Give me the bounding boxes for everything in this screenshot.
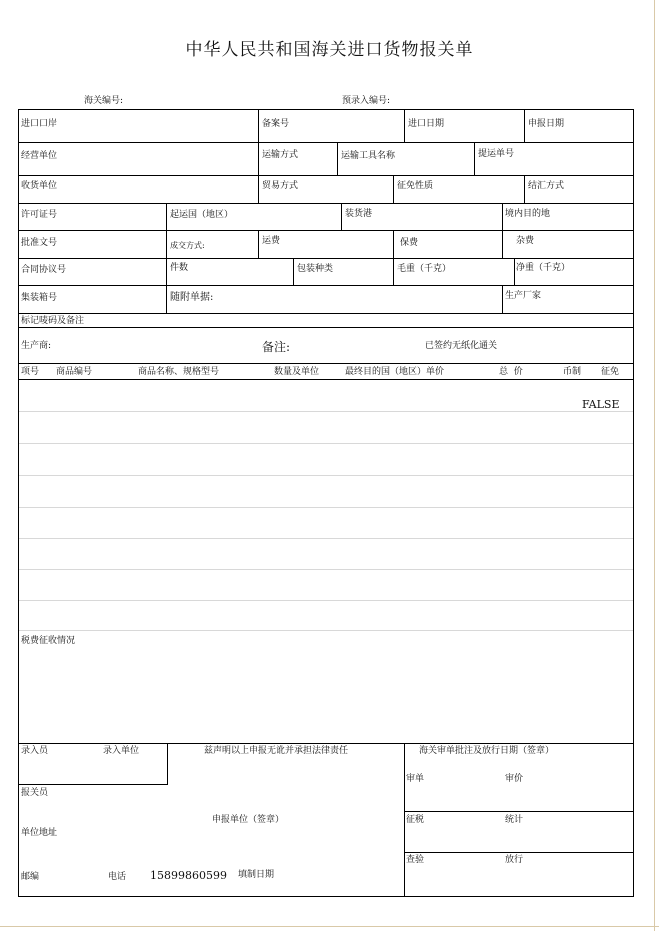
rule [18,784,168,785]
entry-unit-label: 录入单位 [103,746,140,756]
col-destination-price: 最终目的国（地区）单价 [345,367,445,377]
customs-number-label: 海关编号: [84,96,124,106]
declaring-unit-label: 申报单位（签章） [212,815,285,825]
deal-mode-label: 成交方式: [170,241,205,250]
rule [18,142,634,143]
levy-label: 征税 [406,815,425,825]
domestic-destination-label: 境内目的地 [505,209,551,219]
col-goods-code: 商品编号 [56,367,93,377]
rule [258,230,259,258]
rule [393,230,394,285]
net-weight-label: 净重（千克） [516,263,571,273]
grid-line [18,630,634,631]
rule [18,363,634,364]
rule [258,109,259,203]
rule [524,175,525,203]
vehicle-name-label: 运输工具名称 [341,151,396,161]
rule [18,285,634,286]
address-label: 单位地址 [21,828,58,838]
rule [337,142,338,175]
col-item-no: 项号 [21,367,40,377]
col-currency: 币制 [563,367,582,377]
bill-no-label: 提运单号 [478,149,515,159]
page-title: 中华人民共和国海关进口货物报关单 [185,40,474,60]
insurance-label: 保费 [400,238,419,248]
pieces-label: 件数 [170,263,189,273]
import-port-label: 进口口岸 [21,119,58,129]
col-quantity-unit: 数量及单位 [274,367,320,377]
rule [18,175,634,176]
grid-line [18,569,634,570]
postcode-label: 邮编 [21,872,40,882]
price-review-label: 审价 [505,774,524,784]
rule [166,203,167,313]
page-edge-right [654,0,655,931]
marks-label: 标记唛码及备注 [21,316,85,326]
rule [293,258,294,285]
license-no-label: 许可证号 [21,210,58,220]
fill-date-label: 填制日期 [238,870,275,880]
rule [167,743,168,785]
manufacturer-label: 生产厂家 [505,291,542,301]
loading-port-label: 装货港 [345,209,373,219]
border-right [633,109,634,897]
rule [404,811,634,812]
rule [341,203,342,230]
operator-label: 经营单位 [21,151,58,161]
grid-line [18,475,634,476]
rule [18,203,634,204]
grid-line [18,600,634,601]
rule [18,313,634,314]
col-goods-name: 商品名称、规格型号 [138,367,220,377]
package-type-label: 包装种类 [297,264,334,274]
tax-section-label: 税费征收情况 [21,636,76,646]
phone-label: 电话 [108,872,127,882]
documents-label: 随附单据: [170,292,214,303]
rule [404,743,405,897]
rule [514,258,515,285]
entry-clerk-label: 录入员 [21,746,49,756]
border-left [18,109,19,897]
rule [404,852,634,853]
origin-country-label: 起运国（地区） [170,210,234,220]
rule [18,258,634,259]
signed-note: 已签约无纸化通关 [425,341,498,351]
tax-nature-label: 征免性质 [397,181,434,191]
rule [18,896,634,897]
grid-line [18,411,634,412]
items-value: FALSE [582,398,620,411]
rule [18,230,634,231]
declare-date-label: 申报日期 [528,119,565,129]
freight-label: 运费 [262,236,281,246]
import-date-label: 进口日期 [408,119,445,129]
record-no-label: 备案号 [262,119,290,129]
grid-line [18,538,634,539]
page-edge-bottom [0,926,659,927]
col-total-price: 总 价 [499,367,523,377]
rule [393,175,394,203]
remarks-label: 备注: [262,340,291,354]
approval-no-label: 批准文号 [21,238,58,248]
rule [474,142,475,175]
rule [404,109,405,142]
transport-mode-label: 运输方式 [262,150,299,160]
phone-value: 15899860599 [150,869,227,882]
rule [502,285,503,313]
gross-weight-label: 毛重（千克） [397,264,452,274]
review-label: 审单 [406,774,425,784]
broker-label: 报关员 [21,788,49,798]
rule [18,327,634,328]
settlement-label: 结汇方式 [528,181,565,191]
producer-label: 生产商: [21,341,52,351]
col-exemption: 征免 [601,367,620,377]
release-label: 放行 [505,855,524,865]
rule [502,203,503,258]
container-no-label: 集装箱号 [21,293,58,303]
consignee-label: 收货单位 [21,181,58,191]
trade-mode-label: 贸易方式 [262,181,299,191]
rule [18,379,634,380]
rule [18,109,634,110]
inspect-label: 查验 [406,855,425,865]
misc-fee-label: 杂费 [516,236,535,246]
statistics-label: 统计 [505,815,524,825]
rule [524,109,525,142]
rule [18,743,634,744]
contract-no-label: 合同协议号 [21,265,67,275]
grid-line [18,507,634,508]
pre-entry-number-label: 预录入编号: [342,96,391,106]
grid-line [18,443,634,444]
declaration-text: 兹声明以上申报无讹并承担法律责任 [204,746,349,756]
customs-approval-label: 海关审单批注及放行日期（签章） [419,746,555,756]
